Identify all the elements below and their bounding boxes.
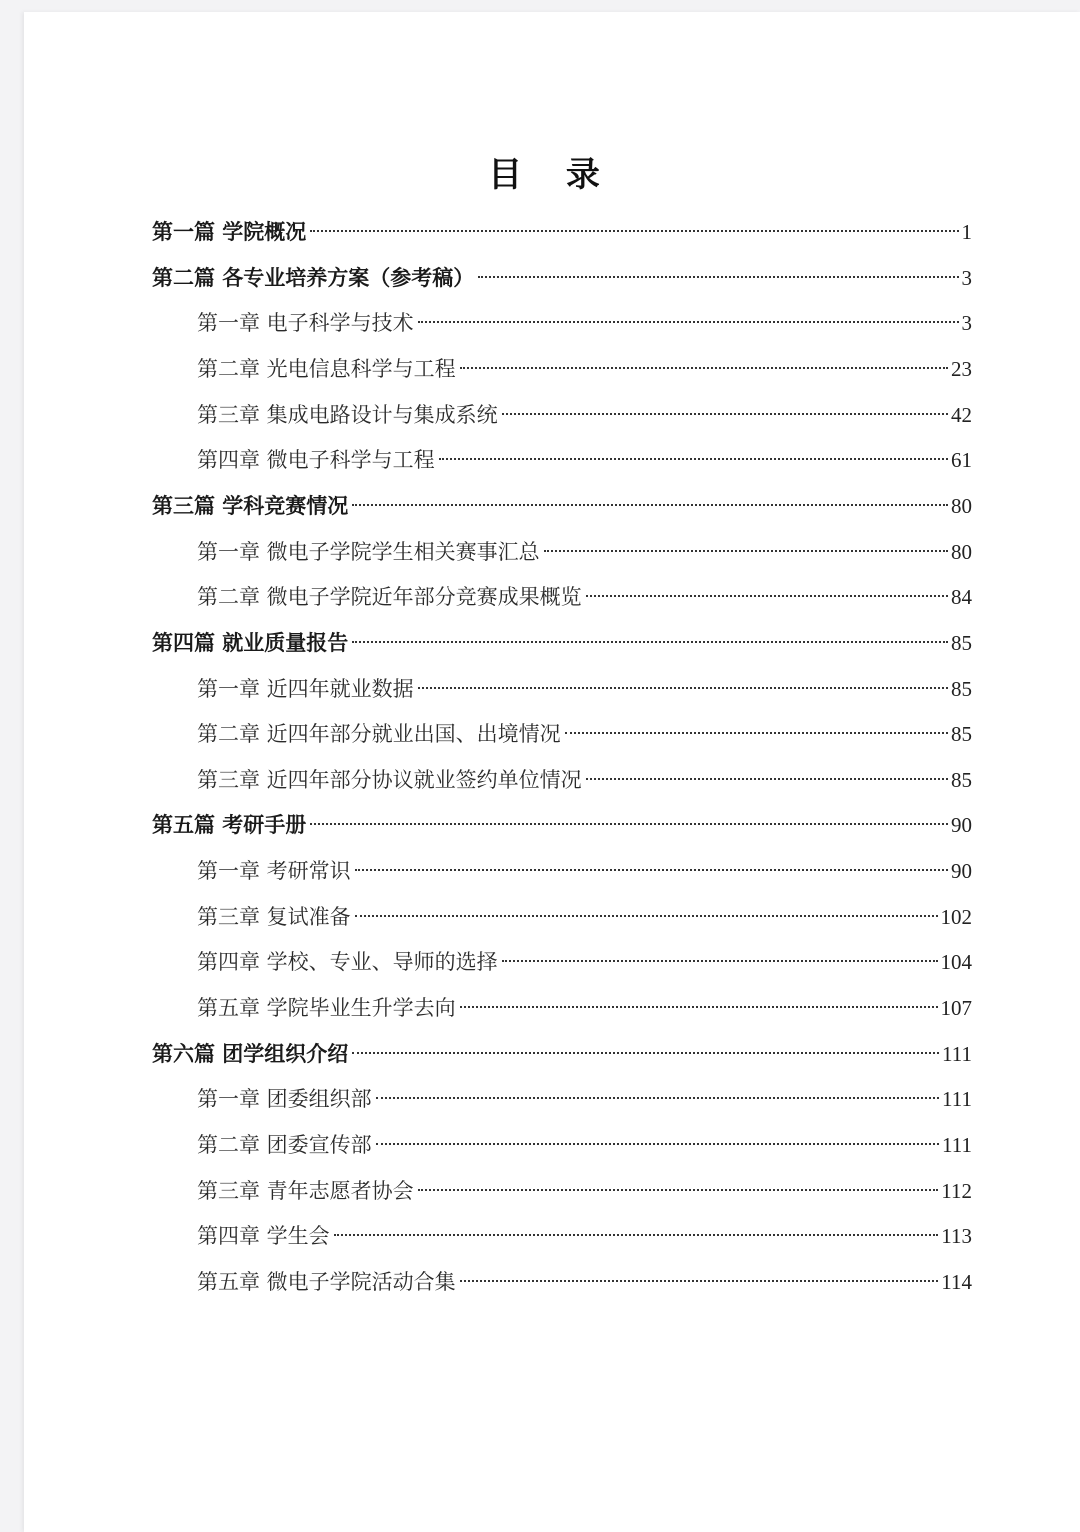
toc-leader-dots xyxy=(439,437,948,467)
toc-entry-label: 第六篇 团学组织介绍 xyxy=(152,1041,349,1066)
toc-page-number: 111 xyxy=(942,1041,972,1066)
toc-page-number: 90 xyxy=(951,859,972,884)
toc-chapter-entry[interactable] xyxy=(197,666,972,701)
toc-chapter-entry[interactable] xyxy=(197,1168,972,1203)
toc-entry-label: 第三章 青年志愿者协会 xyxy=(197,1178,414,1203)
toc-part-entry[interactable] xyxy=(152,802,972,838)
toc-chapter-entry[interactable] xyxy=(197,300,972,336)
toc-page-number: 111 xyxy=(942,1087,972,1112)
toc-leader-dots xyxy=(544,529,948,559)
toc-leader-dots xyxy=(460,1259,939,1289)
toc-leader-dots xyxy=(310,209,958,239)
toc-chapter-entry[interactable] xyxy=(197,1259,972,1294)
toc-leader-dots xyxy=(376,1076,939,1106)
toc-leader-dots xyxy=(418,1168,939,1198)
toc-page-number: 84 xyxy=(951,585,972,610)
toc-entry-label: 第二章 微电子学院近年部分竞赛成果概览 xyxy=(197,585,582,610)
toc-page-number: 85 xyxy=(951,767,972,792)
toc-part-entry[interactable] xyxy=(152,483,972,518)
toc-leader-dots xyxy=(355,894,938,924)
toc-leader-dots xyxy=(418,666,948,696)
toc-chapter-entry[interactable] xyxy=(197,894,972,929)
toc-page-number: 80 xyxy=(951,493,972,518)
toc-page-number: 3 xyxy=(961,311,972,336)
toc-chapter-entry[interactable] xyxy=(197,985,972,1020)
toc-entry-label: 第五章 微电子学院活动合集 xyxy=(197,1270,456,1294)
toc-page-number: 113 xyxy=(941,1224,972,1249)
toc-chapter-entry[interactable] xyxy=(197,848,972,884)
toc-leader-dots xyxy=(418,300,959,330)
toc-chapter-entry[interactable] xyxy=(197,711,972,747)
toc-page-number: 112 xyxy=(941,1178,972,1203)
toc-entry-label: 第一章 团委组织部 xyxy=(197,1087,372,1112)
toc-page-number: 61 xyxy=(951,448,972,473)
page-title: 目 录 xyxy=(488,155,616,195)
toc-entry-label: 第四章 微电子科学与工程 xyxy=(197,448,435,473)
toc-entry-label: 第四篇 就业质量报告 xyxy=(152,630,349,655)
toc-entry-label: 第三篇 学科竞赛情况 xyxy=(152,493,349,518)
toc-leader-dots xyxy=(478,255,958,285)
toc-leader-dots xyxy=(376,1122,939,1152)
toc-chapter-entry[interactable] xyxy=(197,529,972,564)
toc-entry-label: 第一篇 学院概况 xyxy=(152,220,307,244)
toc-entry-label: 第二篇 各专业培养方案（参考稿） xyxy=(152,265,475,290)
toc-leader-dots xyxy=(502,939,938,969)
toc-leader-dots xyxy=(586,574,948,604)
toc-list xyxy=(24,12,1080,1532)
toc-entry-label: 第四章 学校、专业、导师的选择 xyxy=(197,950,498,975)
toc-page-number: 1 xyxy=(961,220,972,244)
toc-chapter-entry[interactable] xyxy=(197,757,972,792)
toc-chapter-entry[interactable] xyxy=(197,1213,972,1249)
toc-entry-label: 第三章 复试准备 xyxy=(197,904,351,929)
toc-leader-dots xyxy=(352,620,948,650)
toc-leader-dots xyxy=(352,483,948,513)
toc-chapter-entry[interactable] xyxy=(197,574,972,610)
toc-entry-label: 第三章 集成电路设计与集成系统 xyxy=(197,402,498,427)
toc-leader-dots xyxy=(352,1031,939,1061)
toc-leader-dots xyxy=(460,346,948,376)
toc-leader-dots xyxy=(334,1213,939,1243)
toc-page-number: 104 xyxy=(940,950,972,975)
toc-page-number: 107 xyxy=(940,996,972,1020)
toc-entry-label: 第二章 光电信息科学与工程 xyxy=(197,356,456,381)
toc-page-number: 23 xyxy=(951,356,972,381)
toc-leader-dots xyxy=(565,711,948,741)
toc-entry-label: 第五篇 考研手册 xyxy=(152,813,307,838)
toc-entry-label: 第一章 近四年就业数据 xyxy=(197,676,414,701)
toc-part-entry[interactable] xyxy=(152,620,972,655)
toc-page-number: 3 xyxy=(961,265,972,290)
toc-entry-label: 第三章 近四年部分协议就业签约单位情况 xyxy=(197,767,582,792)
toc-page-number: 111 xyxy=(942,1133,972,1157)
toc-page-number: 42 xyxy=(951,402,972,427)
toc-chapter-entry[interactable] xyxy=(197,939,972,975)
toc-leader-dots xyxy=(310,802,948,832)
toc-leader-dots xyxy=(586,757,948,787)
toc-page-number: 80 xyxy=(951,539,972,564)
toc-part-entry[interactable] xyxy=(152,1031,972,1066)
toc-entry-label: 第一章 考研常识 xyxy=(197,859,351,884)
toc-leader-dots xyxy=(502,392,948,422)
toc-part-entry[interactable] xyxy=(152,255,972,290)
toc-part-entry[interactable] xyxy=(152,209,972,244)
toc-entry-label: 第二章 团委宣传部 xyxy=(197,1133,372,1157)
toc-entry-label: 第二章 近四年部分就业出国、出境情况 xyxy=(197,722,561,747)
toc-page-number: 114 xyxy=(941,1270,972,1294)
toc-entry-label: 第一章 微电子学院学生相关赛事汇总 xyxy=(197,539,540,564)
toc-leader-dots xyxy=(460,985,938,1015)
toc-leader-dots xyxy=(355,848,948,878)
toc-page-number: 90 xyxy=(951,813,972,838)
toc-entry-label: 第五章 学院毕业生升学去向 xyxy=(197,996,456,1020)
toc-page-number: 85 xyxy=(951,630,972,655)
toc-chapter-entry[interactable] xyxy=(197,1076,972,1112)
toc-chapter-entry[interactable] xyxy=(197,392,972,427)
toc-page-number: 102 xyxy=(940,904,972,929)
toc-entry-label: 第四章 学生会 xyxy=(197,1224,330,1249)
toc-chapter-entry[interactable] xyxy=(197,1122,972,1157)
toc-entry-label: 第一章 电子科学与技术 xyxy=(197,311,414,336)
toc-chapter-entry[interactable] xyxy=(197,437,972,473)
document-page xyxy=(24,12,1080,1532)
toc-page-number: 85 xyxy=(951,676,972,701)
toc-chapter-entry[interactable] xyxy=(197,346,972,381)
toc-page-number: 85 xyxy=(951,722,972,747)
